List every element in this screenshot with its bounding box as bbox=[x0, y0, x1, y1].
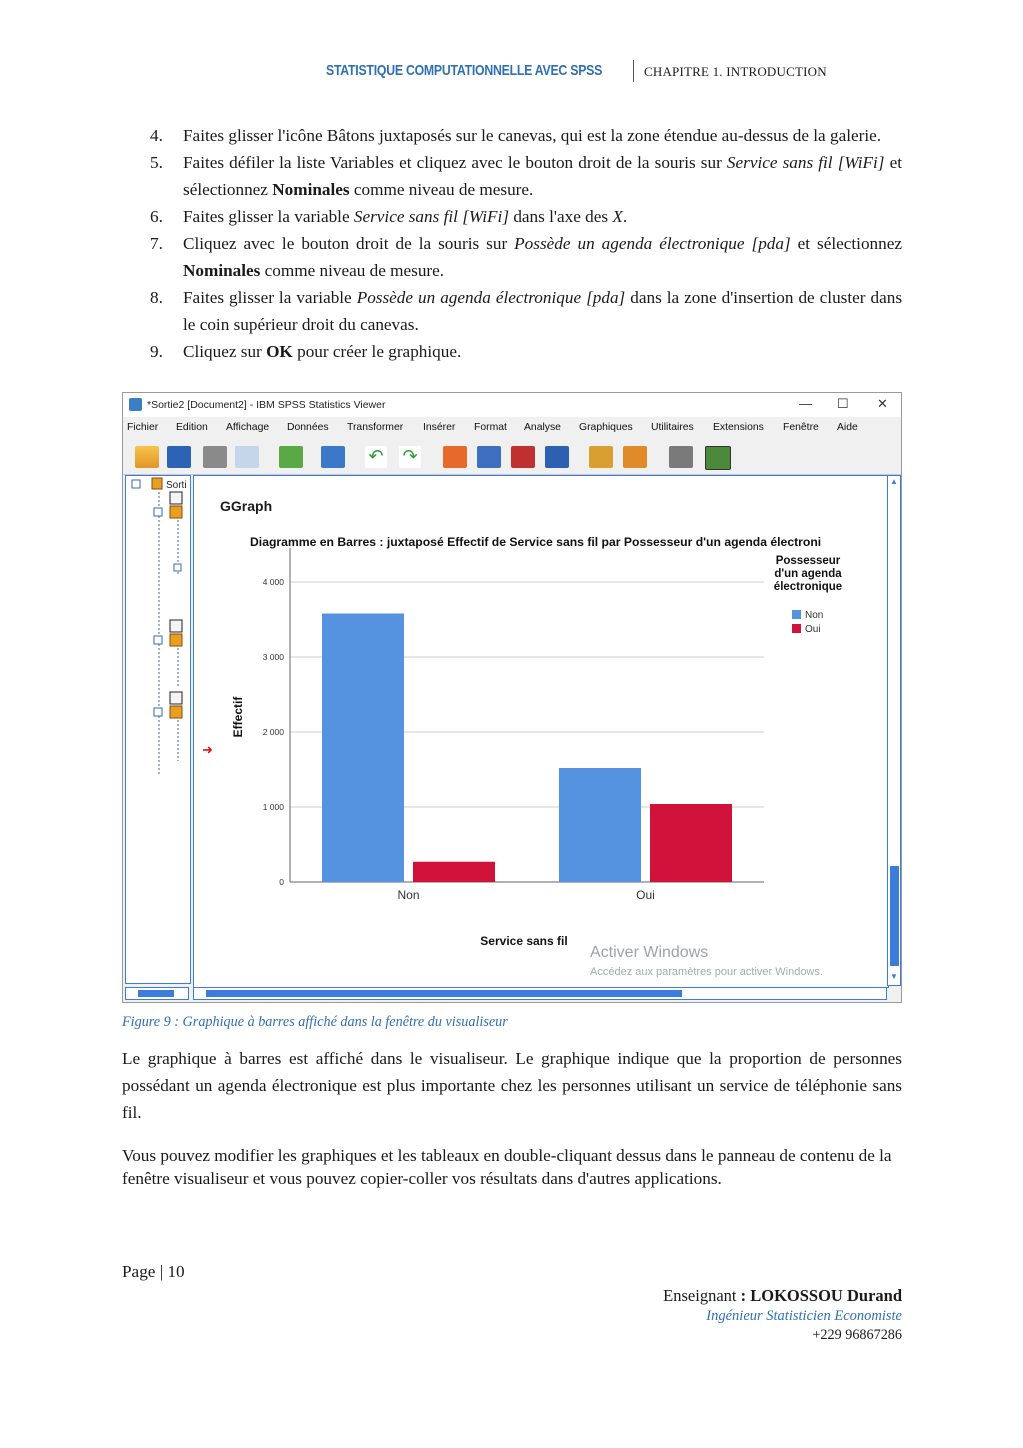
log-icon bbox=[170, 706, 182, 718]
header-separator bbox=[633, 60, 634, 82]
legend-swatch bbox=[792, 624, 801, 633]
goto-data-icon[interactable] bbox=[443, 446, 467, 468]
bar-non-non bbox=[322, 614, 404, 883]
step-text: dans l'axe des bbox=[509, 207, 613, 226]
content-pane[interactable] bbox=[193, 475, 889, 988]
step-text: et sélectionnez bbox=[790, 234, 902, 253]
y-tick-label: 1 000 bbox=[262, 802, 284, 812]
maximize-button[interactable]: ☐ bbox=[837, 396, 849, 411]
log-book-icon bbox=[152, 478, 162, 489]
goto-case-icon[interactable] bbox=[477, 446, 501, 468]
notes-icon bbox=[170, 692, 182, 704]
activation-watermark-title: Activer Windows bbox=[590, 944, 709, 961]
print-icon[interactable] bbox=[203, 446, 227, 468]
steps-list bbox=[150, 122, 902, 365]
scroll-down-icon[interactable]: ▼ bbox=[890, 972, 898, 981]
variable-name: Possède un agenda électronique [pda] bbox=[356, 288, 626, 307]
list-item bbox=[150, 338, 902, 365]
toolbar bbox=[123, 439, 901, 475]
figure-caption: Figure 9 : Graphique à barres affiché dans la fenêtre du visualiseur bbox=[122, 1014, 508, 1030]
variable-name: Service sans fil [WiFi] bbox=[353, 207, 510, 226]
teacher-label: Enseignant bbox=[663, 1286, 737, 1305]
step-number: 6. bbox=[150, 207, 163, 226]
outline-pane[interactable] bbox=[125, 475, 191, 984]
x-tick-label: Non bbox=[397, 888, 420, 902]
x-tick-label: Oui bbox=[636, 888, 655, 902]
teacher-phone: +229 96867286 bbox=[812, 1327, 902, 1343]
bars bbox=[322, 614, 732, 883]
collapse-toggle bbox=[132, 480, 140, 488]
measure-level: Nominales bbox=[272, 180, 350, 199]
bar-oui-non bbox=[559, 768, 641, 882]
recall-dialog-icon[interactable] bbox=[321, 446, 345, 468]
step-number: 7. bbox=[150, 234, 163, 253]
teacher-line bbox=[663, 1286, 902, 1306]
variable-name: Service sans fil [WiFi] bbox=[726, 153, 885, 172]
bar-oui-oui bbox=[650, 804, 732, 882]
menu-fichier[interactable]: Fichier bbox=[127, 422, 159, 433]
bar-non-oui bbox=[413, 862, 495, 882]
insert-text-icon[interactable] bbox=[623, 446, 647, 468]
menu-edition[interactable]: Edition bbox=[176, 422, 208, 433]
save-icon[interactable] bbox=[167, 446, 191, 468]
step-number: 4. bbox=[150, 126, 163, 145]
step-text: Faites défiler la liste Variables et cliquez avec le bouton droit de la souris sur bbox=[183, 153, 727, 172]
legend-swatch bbox=[792, 610, 801, 619]
menu-transformer[interactable]: Transformer bbox=[347, 422, 404, 433]
variables-icon[interactable] bbox=[511, 446, 535, 468]
footer bbox=[663, 1286, 902, 1344]
x-axis-label: Service sans fil bbox=[480, 934, 568, 948]
step-text: dans la zone d'insertion de cluster dans le coin supérieur droit du canevas. bbox=[183, 288, 903, 334]
y-tick-label: 3 000 bbox=[262, 652, 284, 662]
collapse-toggle bbox=[154, 636, 162, 644]
teacher-name: LOKOSSOU Durand bbox=[750, 1286, 902, 1305]
step-text: Faites glisser l'icône Bâtons juxtaposés sur le canevas, qui est la zone étendue au-dessus de la galerie. bbox=[183, 126, 882, 145]
list-item bbox=[150, 284, 902, 338]
spss-app-icon bbox=[129, 398, 142, 411]
menu-utilitaires[interactable]: Utilitaires bbox=[651, 422, 694, 433]
outline-tree bbox=[126, 476, 190, 983]
menu-fenetre[interactable]: Fenêtre bbox=[783, 422, 819, 433]
print-preview-icon[interactable] bbox=[235, 446, 259, 468]
chart-title: Diagramme en Barres : juxtaposé Effectif de Service sans fil par Possesseur d'un agenda électroni bbox=[250, 535, 822, 549]
collapse-toggle bbox=[174, 564, 181, 571]
list-item bbox=[150, 203, 902, 230]
outline-scroll-thumb[interactable] bbox=[138, 990, 174, 997]
page-number: Page | 10 bbox=[122, 1262, 185, 1281]
vertical-scroll-thumb[interactable] bbox=[890, 866, 899, 966]
variable-name: Possède un agenda électronique [pda] bbox=[514, 234, 791, 253]
step-text: comme niveau de mesure. bbox=[349, 180, 534, 199]
menu-format[interactable]: Format bbox=[474, 422, 507, 433]
legend-title: électronique bbox=[773, 581, 843, 593]
menu-affichage[interactable]: Affichage bbox=[226, 422, 270, 433]
designate-window-icon[interactable] bbox=[669, 446, 693, 468]
legend bbox=[774, 555, 842, 635]
activation-watermark-text: Accédez aux paramètres pour activer Windows. bbox=[590, 966, 823, 978]
ggraph-heading: GGraph bbox=[220, 498, 273, 514]
window-titlebar bbox=[123, 393, 901, 417]
spss-viewer-window bbox=[122, 392, 902, 1003]
step-text: Cliquez sur bbox=[183, 342, 267, 361]
export-icon[interactable] bbox=[279, 446, 303, 468]
step-text: Faites glisser la variable bbox=[183, 288, 357, 307]
y-tick-label: 2 000 bbox=[262, 727, 284, 737]
notes-icon bbox=[170, 492, 182, 504]
menu-donnees[interactable]: Données bbox=[287, 422, 329, 433]
y-axis-label: Effectif bbox=[231, 696, 245, 738]
collapse-toggle bbox=[154, 508, 162, 516]
measure-level: Nominales bbox=[183, 261, 261, 280]
notes-icon bbox=[170, 620, 182, 632]
show-all-icon[interactable] bbox=[589, 446, 613, 468]
step-number: 5. bbox=[150, 153, 163, 172]
log-icon bbox=[170, 634, 182, 646]
teacher-separator: : bbox=[736, 1286, 751, 1305]
horizontal-scroll-thumb[interactable] bbox=[206, 990, 682, 997]
step-text: Faites glisser la variable bbox=[183, 207, 354, 226]
header-title: STATISTIQUE COMPUTATIONNELLE AVEC SPSS bbox=[326, 62, 603, 79]
step-text: et sélectionnez bbox=[183, 153, 902, 199]
use-variable-sets-icon[interactable] bbox=[545, 446, 569, 468]
add-item-icon[interactable] bbox=[705, 446, 731, 470]
step-number: 9. bbox=[150, 342, 163, 361]
step-text: pour créer le graphique. bbox=[292, 342, 462, 361]
step-text: . bbox=[622, 207, 628, 226]
menu-bar bbox=[123, 418, 901, 438]
log-icon bbox=[170, 506, 182, 518]
list-item bbox=[150, 149, 902, 203]
legend-title: d'un agenda bbox=[774, 568, 842, 580]
list-item bbox=[150, 230, 902, 284]
menu-extensions[interactable]: Extensions bbox=[713, 422, 764, 433]
outline-horizontal-scrollbar[interactable] bbox=[125, 987, 189, 1000]
outline-root-label: Sorti bbox=[166, 480, 187, 491]
window-title: *Sortie2 [Document2] - IBM SPSS Statistics Viewer bbox=[147, 399, 386, 411]
minimize-button[interactable]: — bbox=[799, 396, 812, 411]
list-item bbox=[150, 122, 902, 149]
y-tick-label: 4 000 bbox=[262, 577, 284, 587]
step-text: comme niveau de mesure. bbox=[260, 261, 445, 280]
teacher-role: Ingénieur Statisticien Economiste bbox=[706, 1308, 902, 1324]
close-button[interactable]: ✕ bbox=[877, 396, 888, 411]
open-folder-icon[interactable] bbox=[135, 446, 159, 468]
menu-graphiques[interactable]: Graphiques bbox=[579, 422, 633, 433]
scroll-up-icon[interactable]: ▲ bbox=[890, 477, 898, 486]
step-text: Cliquez avec le bouton droit de la souris sur bbox=[183, 234, 515, 253]
collapse-toggle bbox=[154, 708, 162, 716]
header-chapter: CHAPITRE 1. INTRODUCTION bbox=[644, 64, 827, 79]
legend-entry: Oui bbox=[805, 624, 821, 635]
horizontal-scrollbar[interactable] bbox=[193, 987, 887, 1000]
y-tick-label: 0 bbox=[279, 877, 284, 887]
bar-chart[interactable] bbox=[194, 532, 888, 988]
ok-label: OK bbox=[266, 342, 293, 361]
menu-inserer[interactable]: Insérer bbox=[423, 422, 456, 433]
legend-title: Possesseur bbox=[775, 555, 841, 567]
paragraph: Vous pouvez modifier les graphiques et les tableaux en double-cliquant dessus dans le panneau de contenu de la fenêtre visualiseur et vous pouvez copier-coller vos résultats dans d'autres applications. bbox=[122, 1146, 892, 1188]
vertical-scrollbar[interactable] bbox=[887, 475, 901, 986]
current-item-arrow-icon: ➜ bbox=[202, 742, 213, 757]
paragraph: Le graphique à barres est affiché dans le visualiseur. Le graphique indique que la proportion de personnes possédant un agenda électronique est plus importante chez les personnes utilisant un service de téléphonie sans fil. bbox=[122, 1049, 902, 1122]
axis-name: X bbox=[612, 207, 623, 226]
redo-icon[interactable]: ↷ bbox=[399, 446, 421, 468]
menu-analyse[interactable]: Analyse bbox=[524, 422, 561, 433]
undo-icon[interactable]: ↶ bbox=[365, 446, 387, 468]
legend-entry: Non bbox=[805, 610, 824, 621]
menu-aide[interactable]: Aide bbox=[837, 422, 858, 433]
step-number: 8. bbox=[150, 288, 163, 307]
